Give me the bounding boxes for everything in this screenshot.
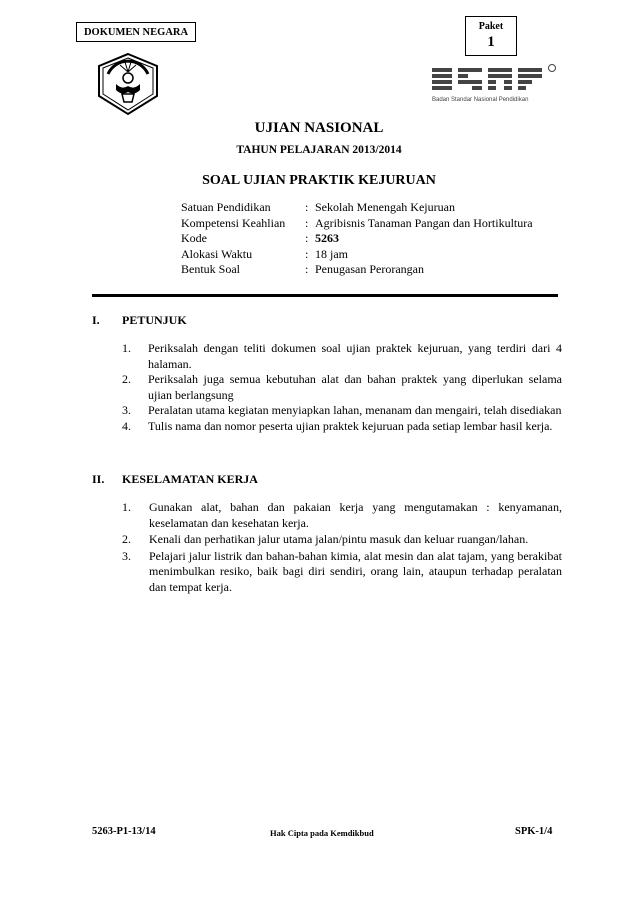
- exam-title: UJIAN NASIONAL: [254, 120, 384, 136]
- list-item: 2. Kenali dan perhatikan jalur utama jalan/pintu masuk dan keluar ruangan/lahan.: [122, 532, 529, 546]
- info-value: Agribisnis Tanaman Pangan dan Hortikultura: [315, 215, 533, 230]
- info-key: Alokasi Waktu: [181, 246, 253, 261]
- academic-year: TAHUN PELAJARAN 2013/2014: [236, 144, 402, 156]
- list-item: 3. Pelajari jalur listrik dan bahan-bahan kimia, alat mesin dan alat tajam, yang berakibat menimbulkan resiko, baik bagi diri sendiri, orang lain, ataupun terhadap peralatan dan tempat kerja.: [122, 548, 562, 594]
- info-key: Kode: [181, 231, 207, 245]
- exam-type-title: SOAL UJIAN PRAKTIK KEJURUAN: [202, 173, 436, 188]
- list-item: 4. Tulis nama dan nomor peserta ujian praktek kejuruan pada setiap lembar hasil kerja.: [122, 418, 553, 433]
- footer-code: 5263-P1-13/14: [92, 826, 156, 837]
- info-value-code: 5263: [315, 231, 339, 245]
- bsnp-subtitle: Badan Standar Nasional Pendidikan: [432, 97, 529, 103]
- bsnp-logo-icon: [430, 60, 560, 108]
- tut-wuri-handayani-emblem-icon: [96, 52, 160, 116]
- paket-box: [465, 16, 517, 56]
- info-row: Bentuk Soal : Penugasan Perorangan: [181, 262, 424, 276]
- horizontal-divider: [92, 294, 558, 297]
- instruction-list: [122, 341, 562, 434]
- paket-number: 1: [487, 34, 495, 50]
- footer-page: SPK-1/4: [515, 826, 553, 837]
- info-value: 18 jam: [315, 246, 348, 261]
- info-value: Penugasan Perorangan: [315, 262, 424, 276]
- info-key: Satuan Pendidikan: [181, 200, 271, 214]
- info-key: Bentuk Soal: [181, 262, 240, 276]
- safety-list: [122, 500, 562, 595]
- info-row: Kode : 5263: [181, 231, 339, 245]
- section-title: PETUNJUK: [122, 313, 187, 327]
- list-item: 2. Periksalah juga semua kebutuhan alat dan bahan praktek yang diperlukan selama ujian berlangsung: [122, 372, 562, 402]
- info-row: Kompetensi Keahlian : Agribisnis Tanaman Pangan dan Hortikultura: [181, 215, 533, 230]
- list-item: 1. Gunakan alat, bahan dan pakaian kerja yang mengutamakan : kenyamanan, keselamatan dan kesehatan kerja.: [122, 500, 562, 530]
- section-number: II.: [92, 472, 105, 486]
- list-item: 3. Peralatan utama kegiatan menyiapkan lahan, menanam dan mengairi, telah disediakan: [122, 403, 562, 417]
- paket-label: Paket: [478, 21, 504, 32]
- section-number: I.: [92, 313, 100, 327]
- section-title: KESELAMATAN KERJA: [122, 472, 258, 486]
- info-value: Sekolah Menengah Kejuruan: [315, 200, 455, 214]
- document-classification-label: DOKUMEN NEGARA: [76, 22, 196, 42]
- info-row: Alokasi Waktu : 18 jam: [181, 246, 348, 261]
- exam-info-table: [181, 200, 533, 278]
- list-item: 1. Periksalah dengan teliti dokumen soal ujian praktek kejuruan, yang terdiri dari 4 halaman.: [122, 341, 562, 371]
- info-key: Kompetensi Keahlian: [181, 215, 286, 230]
- footer-copyright: Hak Cipta pada Kemdikbud: [270, 828, 374, 838]
- info-row: Satuan Pendidikan : Sekolah Menengah Kejuruan: [181, 200, 455, 214]
